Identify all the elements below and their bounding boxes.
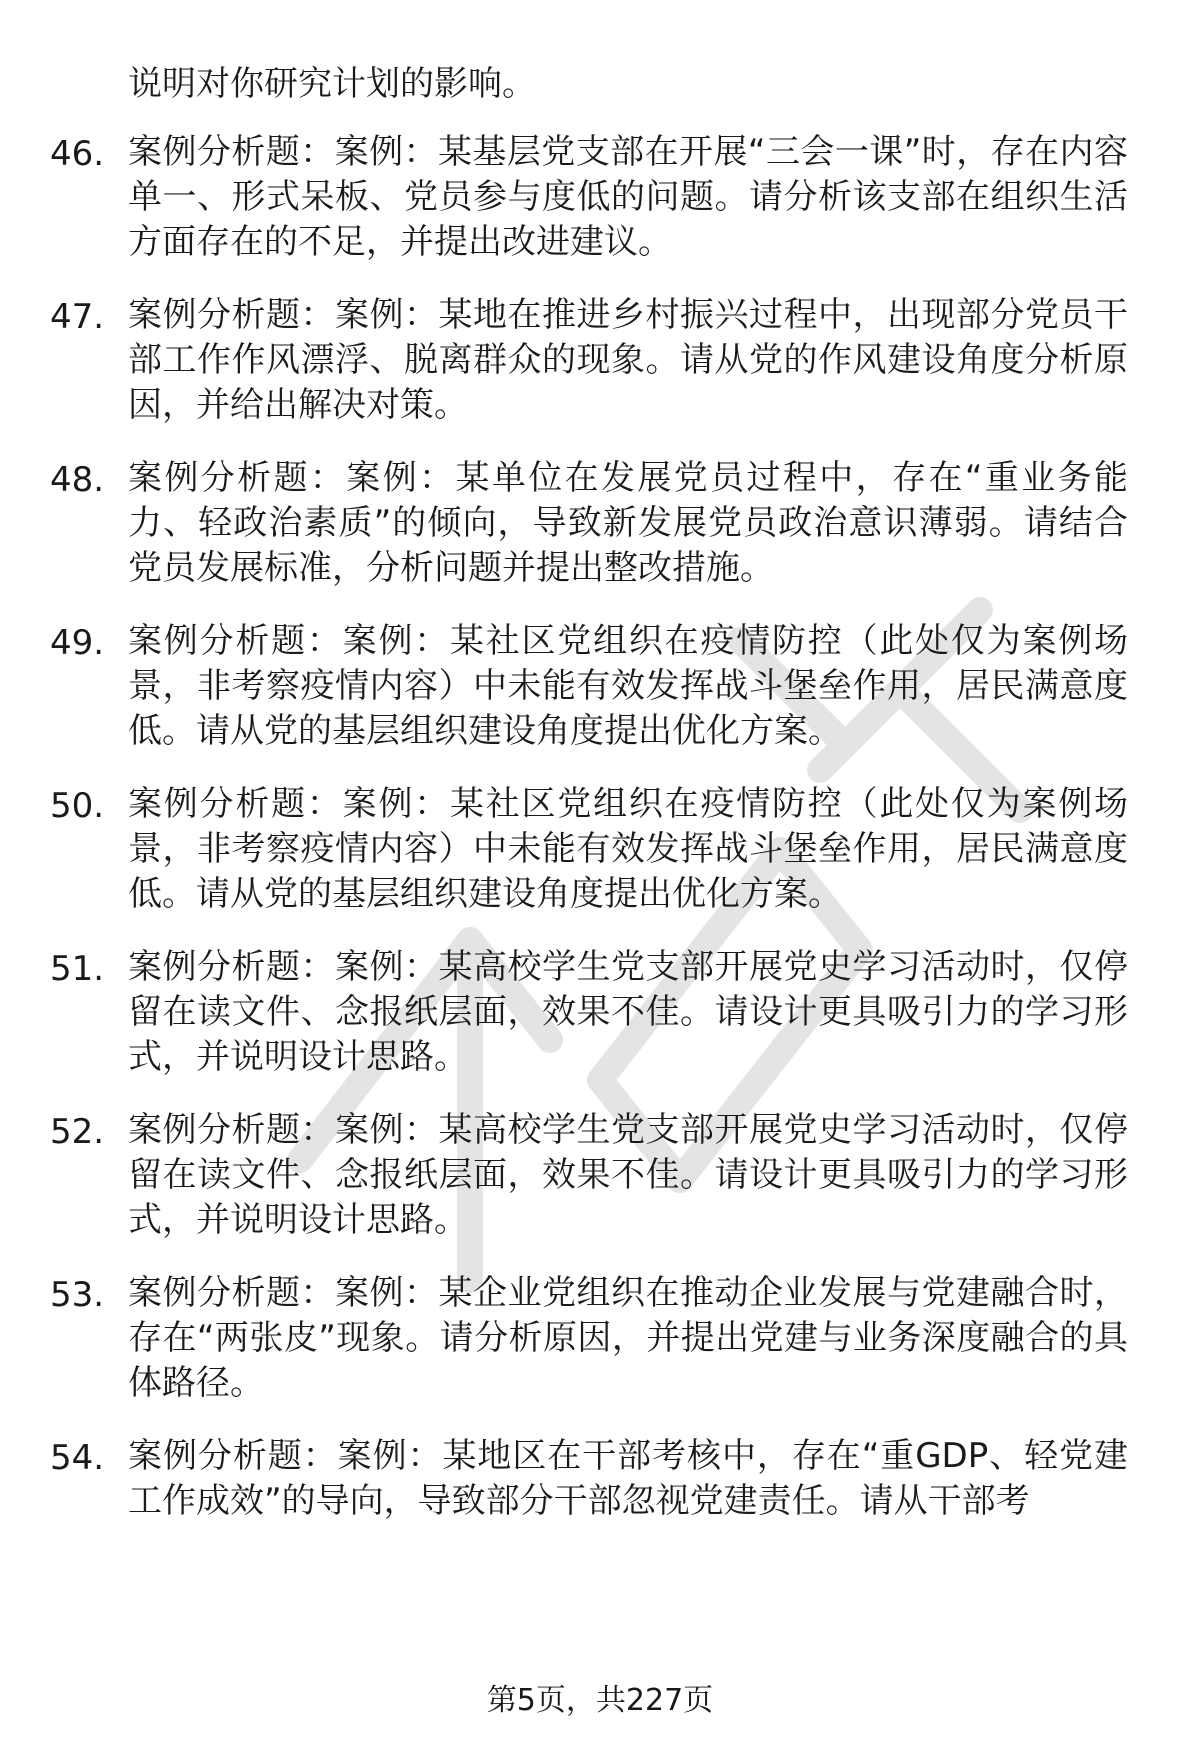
question-number: 53. xyxy=(50,1275,105,1315)
question-item xyxy=(50,293,1130,428)
page-footer: 第5页，共227页 xyxy=(486,1683,714,1718)
question-item xyxy=(50,1434,1130,1524)
question-number: 46. xyxy=(50,134,105,174)
question-number: 48. xyxy=(50,460,105,500)
question-item xyxy=(50,945,1130,1080)
question-item xyxy=(50,1108,1130,1243)
question-item xyxy=(50,782,1130,917)
question-number: 54. xyxy=(50,1438,105,1478)
question-number: 52. xyxy=(50,1112,105,1152)
question-number: 49. xyxy=(50,623,105,663)
question-item xyxy=(50,619,1130,754)
question-text: 案例分析题：案例：某地区在干部考核中，存在“重GDP、轻党建工作成效”的导向，导致部分干部忽视党建责任。请从干部考 xyxy=(128,1436,1128,1521)
question-number: 47. xyxy=(50,297,105,337)
continued-text-line: 说明对你研究计划的影响。 xyxy=(128,64,536,104)
question-text: 案例分析题：案例：某社区党组织在疫情防控（此处仅为案例场景，非考察疫情内容）中未能有效发挥战斗堡垒作用，居民满意度低。请从党的基层组织建设角度提出优化方案。 xyxy=(128,784,1128,914)
question-text: 案例分析题：案例：某企业党组织在推动企业发展与党建融合时，存在“两张皮”现象。请分析原因，并提出党建与业务深度融合的具体路径。 xyxy=(128,1273,1128,1403)
question-item xyxy=(50,130,1130,265)
question-text: 案例分析题：案例：某社区党组织在疫情防控（此处仅为案例场景，非考察疫情内容）中未能有效发挥战斗堡垒作用，居民满意度低。请从党的基层组织建设角度提出优化方案。 xyxy=(128,621,1128,751)
question-number: 50. xyxy=(50,786,105,826)
question-item xyxy=(50,456,1130,591)
question-text: 案例分析题：案例：某地在推进乡村振兴过程中，出现部分党员干部工作作风漂浮、脱离群众的现象。请从党的作风建设角度分析原因，并给出解决对策。 xyxy=(128,295,1128,425)
question-text: 案例分析题：案例：某基层党支部在开展“三会一课”时，存在内容单一、形式呆板、党员参与度低的问题。请分析该支部在组织生活方面存在的不足，并提出改进建议。 xyxy=(128,132,1128,262)
question-item xyxy=(50,1271,1130,1406)
question-number: 51. xyxy=(50,949,105,989)
question-text: 案例分析题：案例：某单位在发展党员过程中，存在“重业务能力、轻政治素质”的倾向，导致新发展党员政治意识薄弱。请结合党员发展标准，分析问题并提出整改措施。 xyxy=(128,458,1128,588)
question-text: 案例分析题：案例：某高校学生党支部开展党史学习活动时，仅停留在读文件、念报纸层面，效果不佳。请设计更具吸引力的学习形式，并说明设计思路。 xyxy=(128,1110,1128,1240)
question-text: 案例分析题：案例：某高校学生党支部开展党史学习活动时，仅停留在读文件、念报纸层面，效果不佳。请设计更具吸引力的学习形式，并说明设计思路。 xyxy=(128,947,1128,1077)
